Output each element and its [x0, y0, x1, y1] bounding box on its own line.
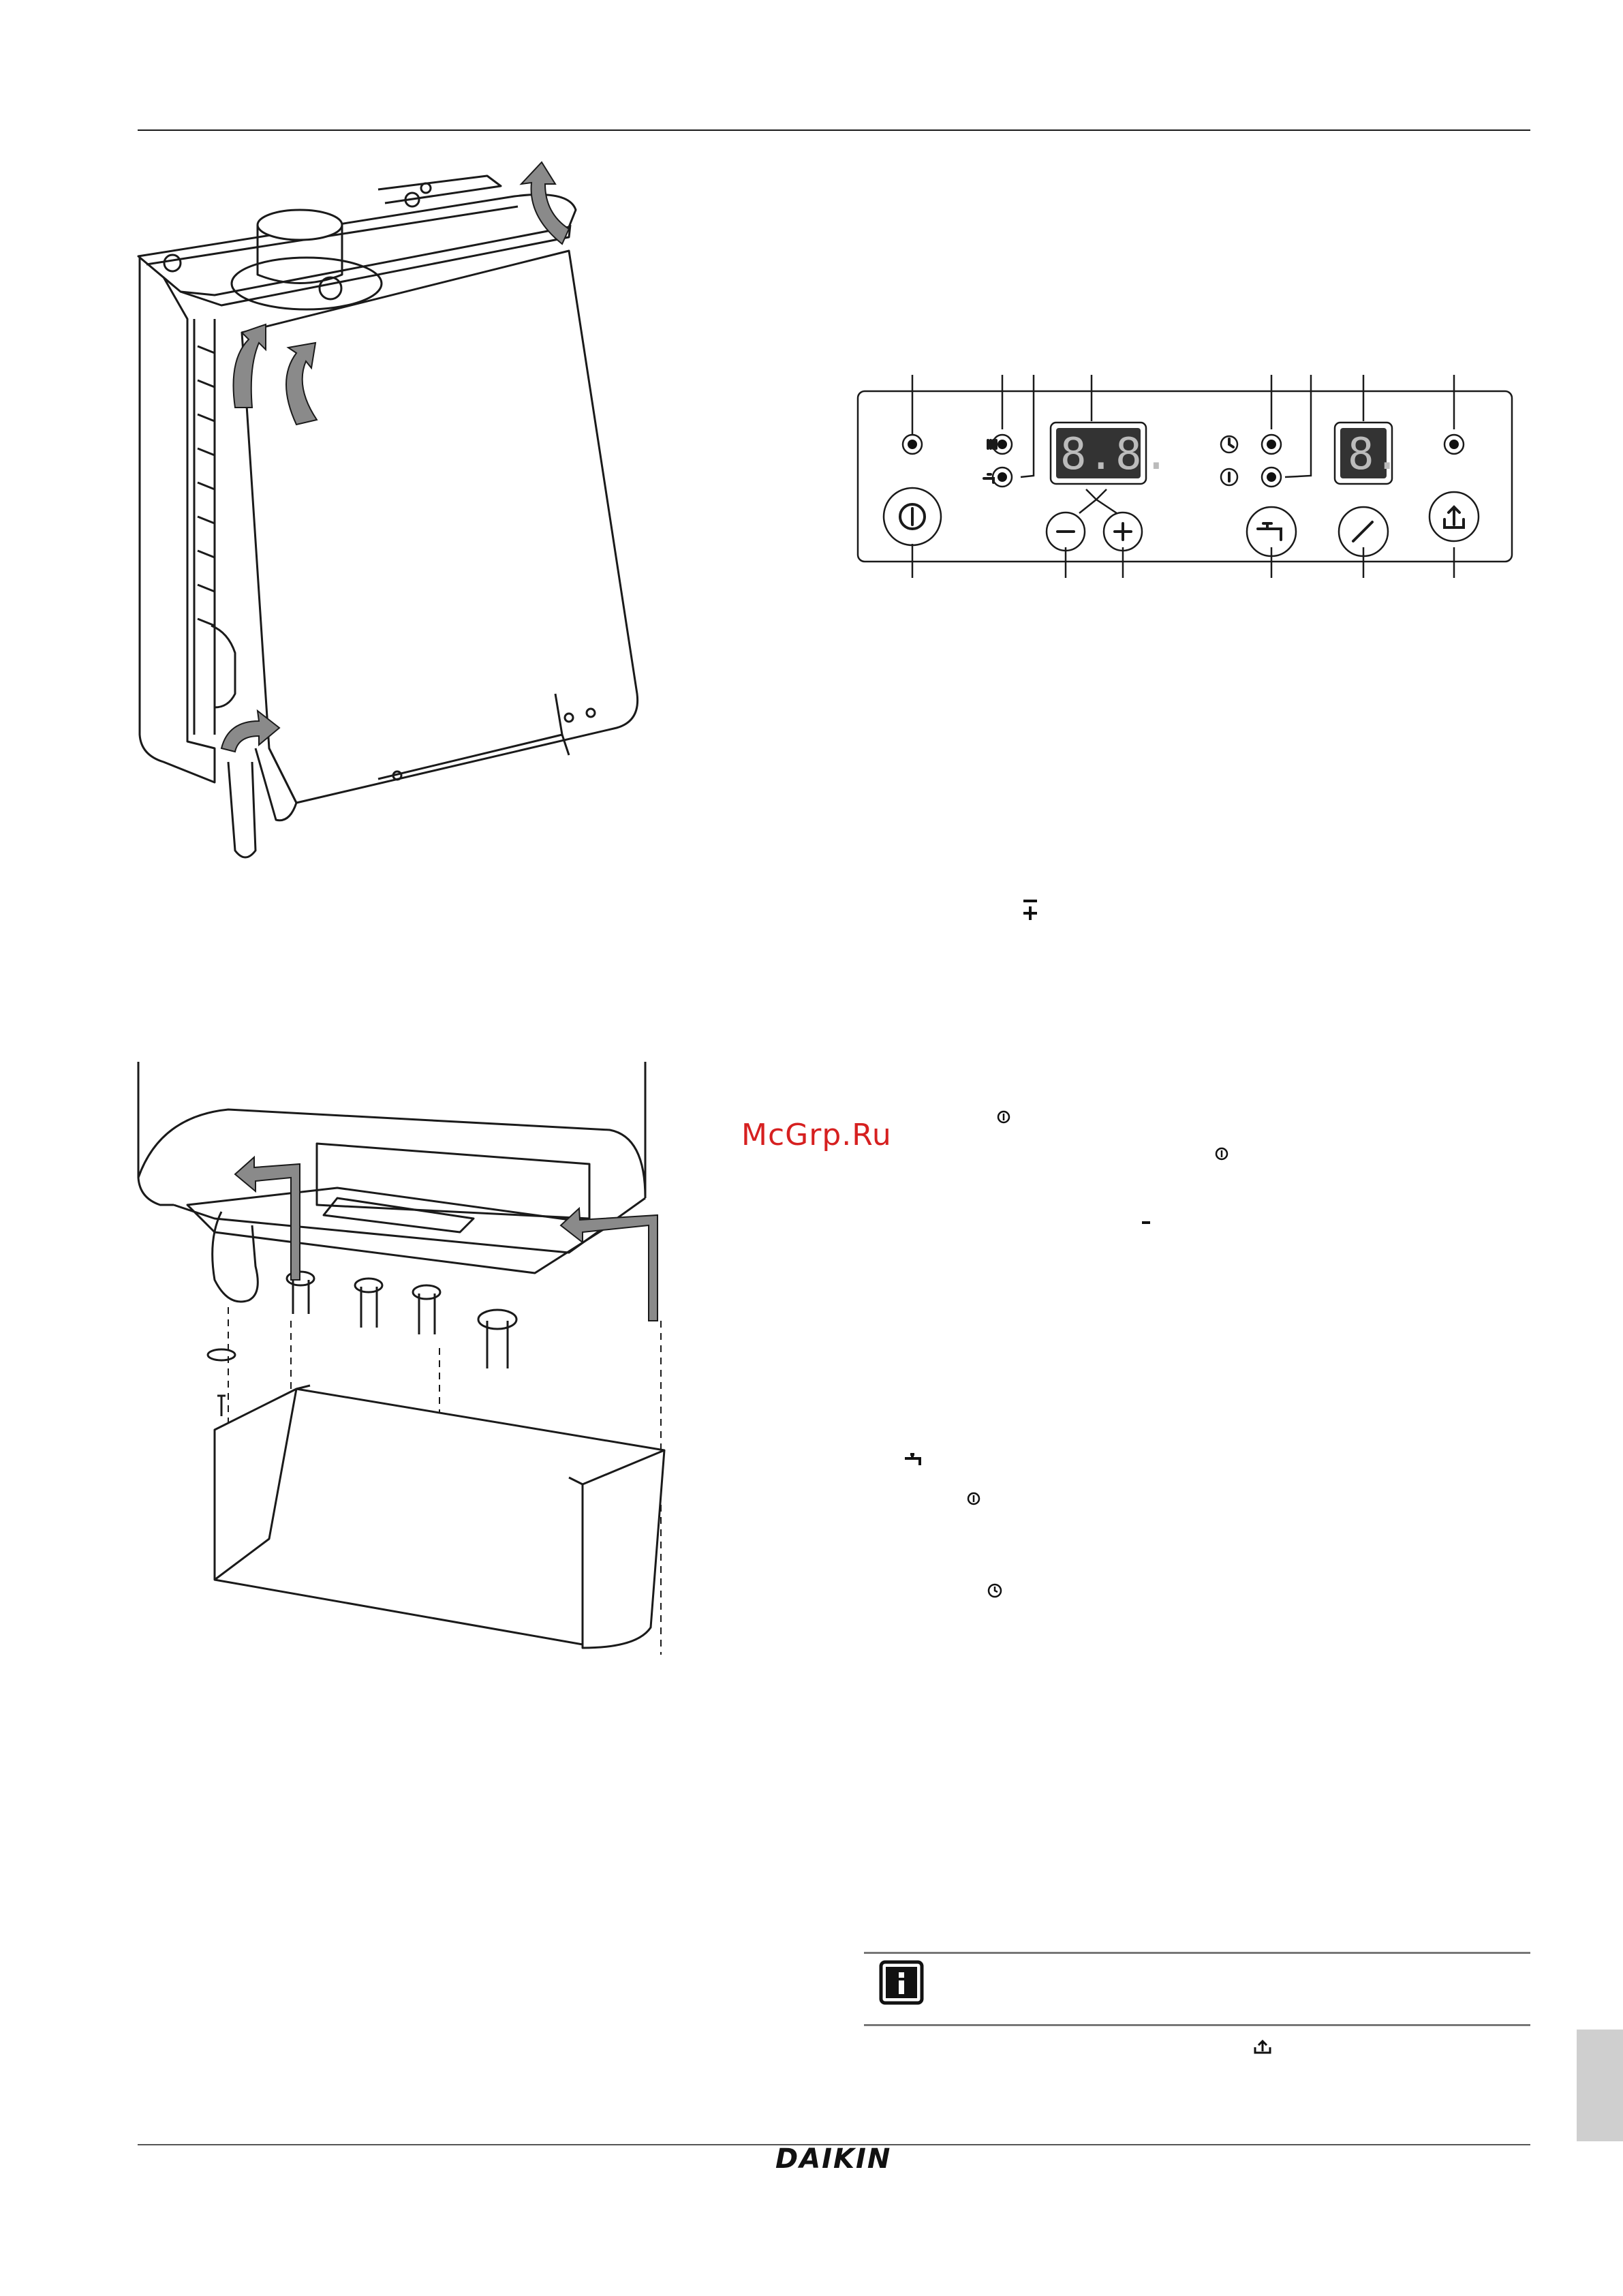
watermark: McGrp.Ru — [741, 1118, 892, 1152]
info-icon — [879, 1960, 924, 2005]
power-icon — [966, 1491, 981, 1506]
tap-icon — [903, 1453, 925, 1468]
info-top-rule — [864, 1952, 1530, 1954]
clock-icon — [987, 1582, 1003, 1599]
power-icon — [996, 1109, 1011, 1124]
display-right: 8. — [1348, 429, 1401, 480]
display-left: 8.8. — [1060, 429, 1171, 480]
dash-icon — [1142, 1221, 1150, 1224]
header-rule — [138, 129, 1530, 131]
control-panel-diagram — [854, 373, 1536, 578]
power-icon — [1214, 1146, 1229, 1161]
reset-icon — [1252, 2039, 1273, 2055]
info-bottom-rule — [864, 2024, 1530, 2026]
figure-boiler-cover-removal — [133, 149, 678, 871]
brand-logo: DAIKIN — [775, 2143, 892, 2175]
figure-bottom-cover-removal — [133, 1062, 678, 1675]
section-tab-marker — [1577, 2030, 1623, 2141]
minus-plus-icon — [1022, 898, 1038, 921]
